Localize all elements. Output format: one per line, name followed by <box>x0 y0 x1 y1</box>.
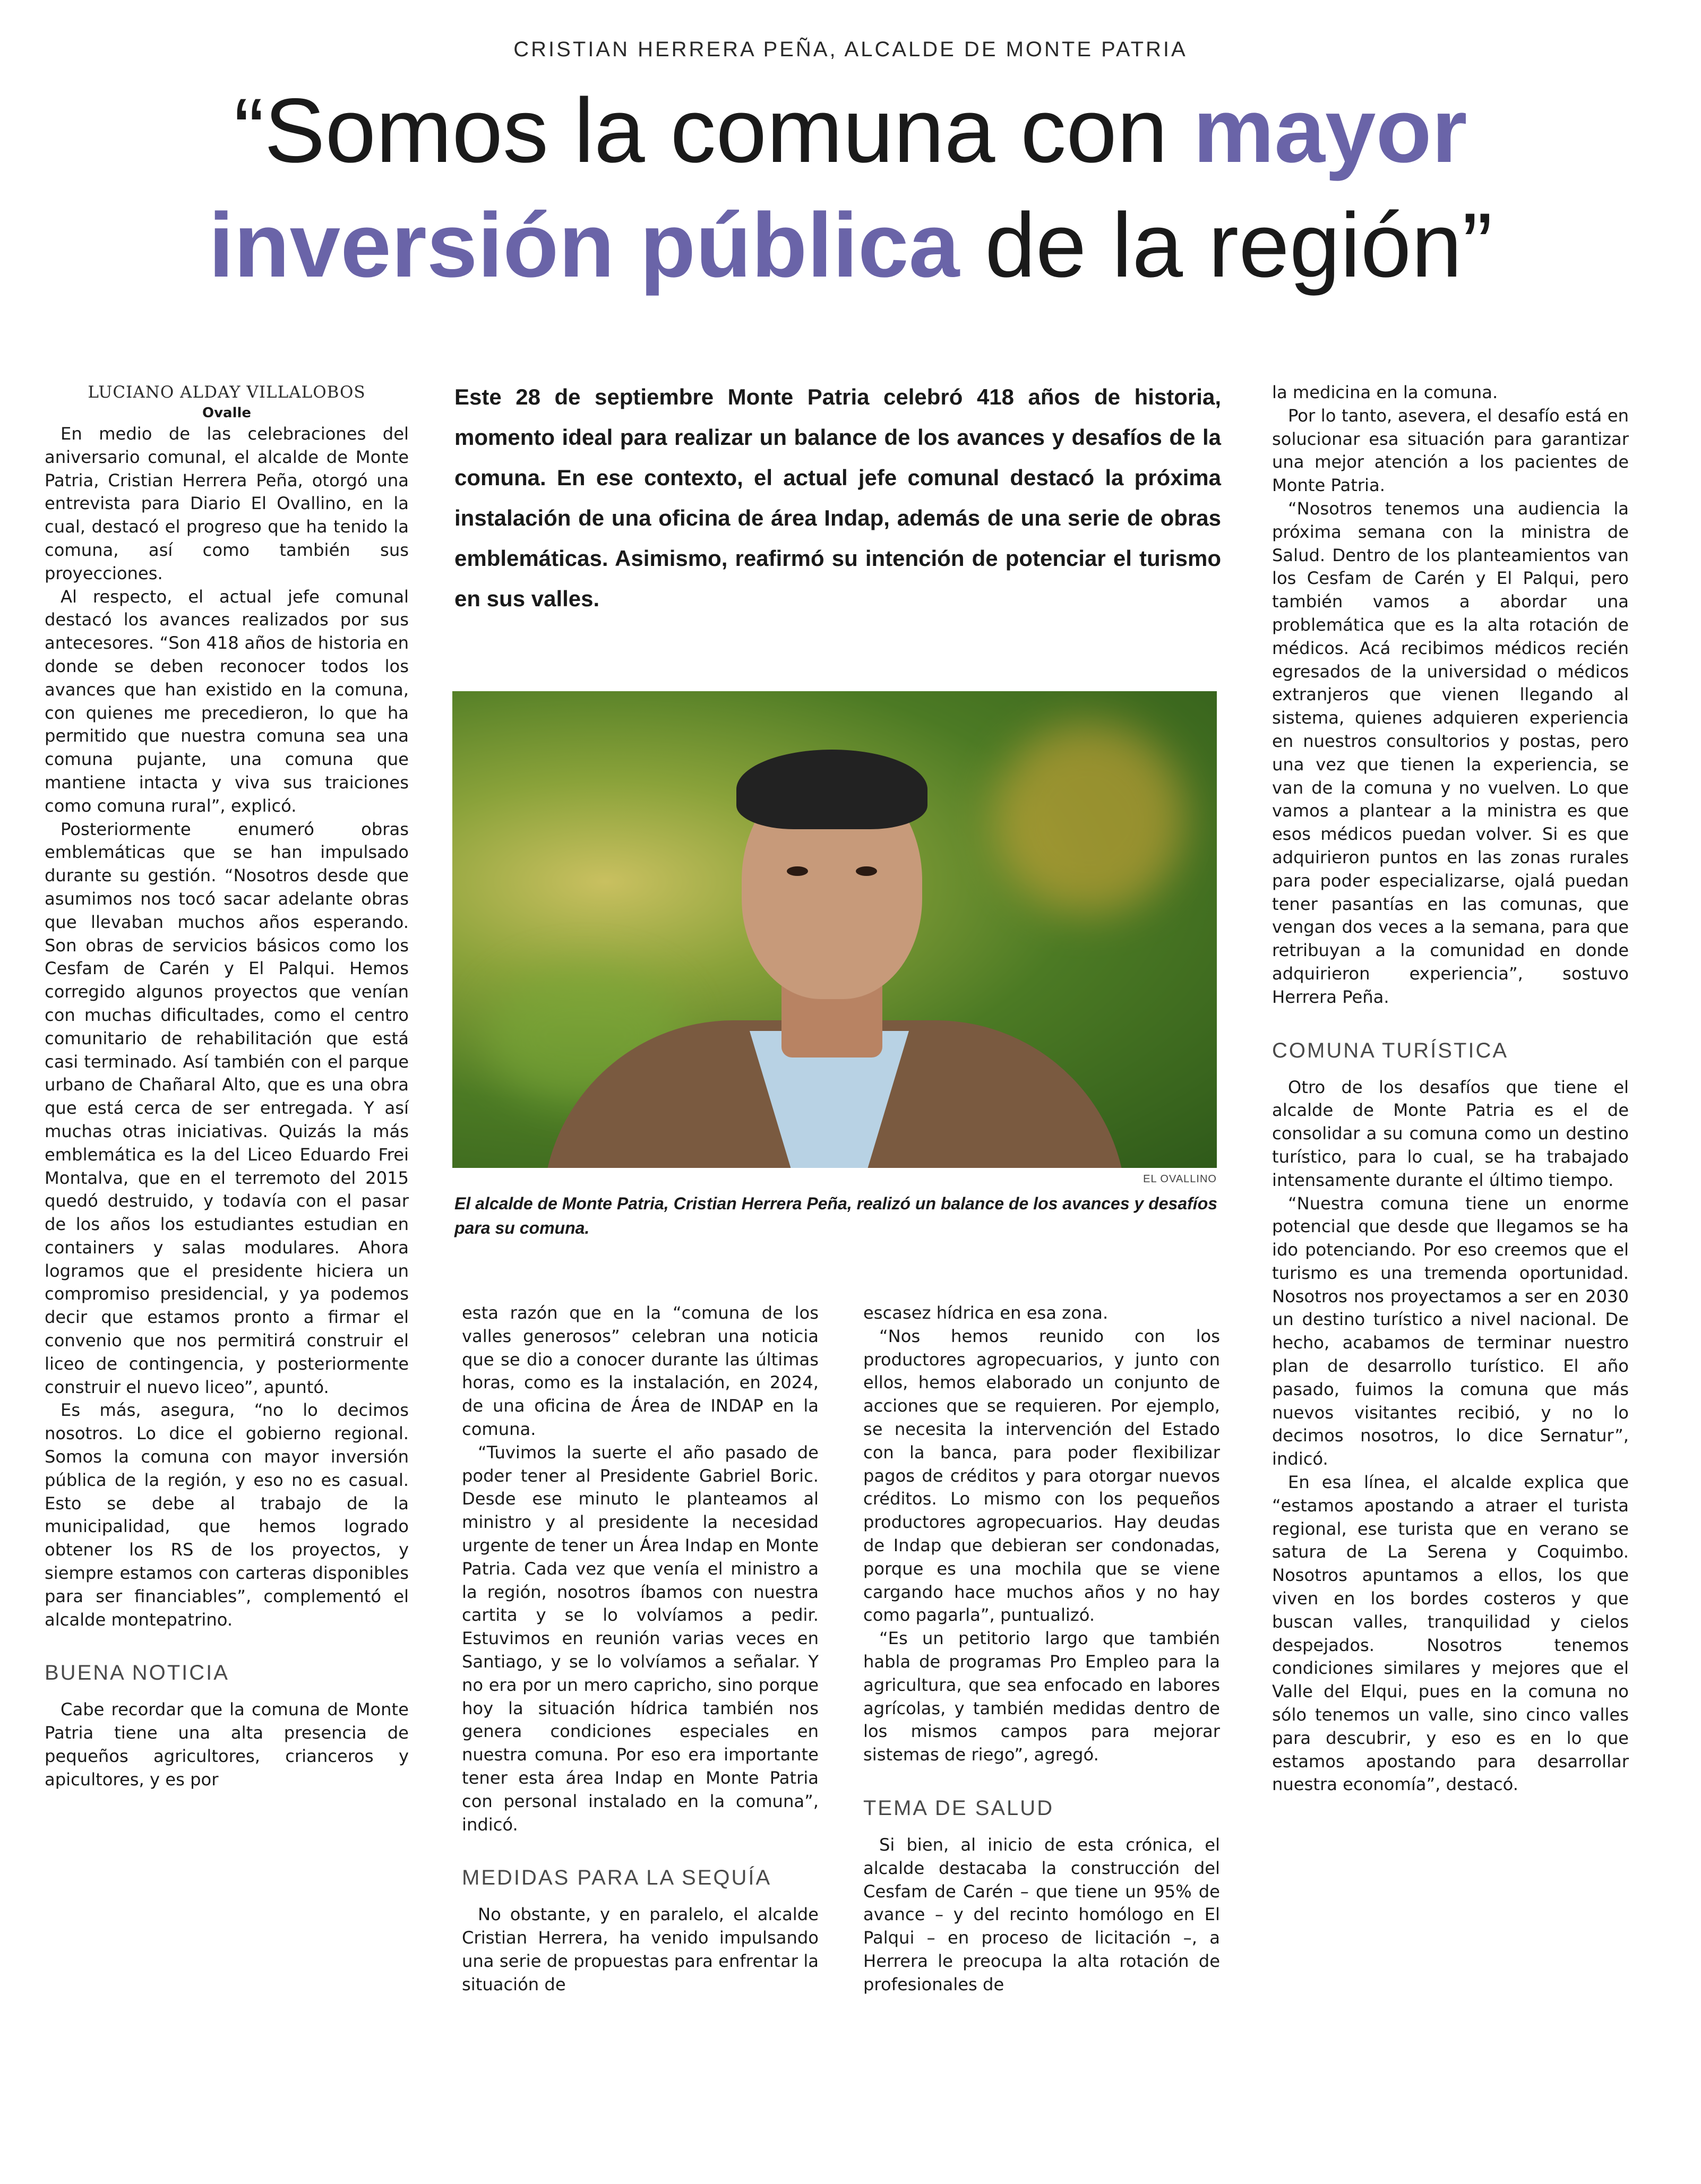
paragraph: “Es un petitorio largo que también habla de programas Pro Empleo para la agricultura, que sea enfocado en labores agrícolas, y también medidas dentro de los mismos campos para mejorar sistemas de riego”, agregó. <box>863 1628 1220 1765</box>
paragraph: “Tuvimos la suerte el año pasado de poder tener al Presidente Gabriel Boric. Desde ese minuto le planteamos al ministro y al presidente la necesidad urgente de tener un Área Indap en Monte Patria. Cada vez que venía el ministro a la región, nosotros íbamos con nuestra cartita y se lo volvíamos a pedir. Estuvimos en reunión varias veces en Santiago, y se lo volvíamos a señalar. Y no era por un mero capricho, sino porque hoy la situación hídrica también nos genera condiciones especiales en nuestra comuna. Por eso era importante tener esta área Indap en Monte Patria con personal instalado en la comuna”, indicó. <box>462 1442 819 1835</box>
photo-credit: EL OVALLINO <box>1143 1173 1217 1185</box>
headline-accent-2: inversión pública <box>208 194 960 296</box>
column-2 <box>462 1302 819 1997</box>
paragraph: “Nuestra comuna tiene un enorme potencial que desde que llegamos se ha ido potenciando. Por eso creemos que el turismo es una tremenda oportunidad. Nosotros nos proyectamos a ser en 2030 un destino turístico a nivel nacional. De hecho, acabamos de terminar nuestro plan de desarrollo turístico. El año pasado, fuimos la comuna que más nuevos visitantes recibió, y no lo decimos nosotros, lo dice Sernatur”, indicó. <box>1272 1193 1629 1469</box>
subhead-buena-noticia: BUENA NOTICIA <box>45 1661 229 1685</box>
headline-part2: de la región” <box>959 194 1493 296</box>
subhead-tema-salud: TEMA DE SALUD <box>863 1796 1054 1820</box>
column-1 <box>45 381 409 1792</box>
paragraph: Posteriormente enumeró obras emblemáticas que se han impulsado durante su gestión. “Nosotros desde que asumimos nos tocó sacar adelante obras que llevaban muchos años esperando. Son obras de servicios básicos como los Cesfam de Carén y El Palqui. Hemos corregido algunos proyectos que venían con muchas dificultades, como el centro comunitario de rehabilitación que está casi terminado. Así también con el parque urbano de Chañaral Alto, que es una obra que está cerca de ser entregada. Y así muchas otras iniciativas. Quizás la más emblemática es la del Liceo Eduardo Frei Montalva, que en el terremoto del 2015 quedó destruido, y todavía con el pasar de los años los estudiantes estudian en containers y salas modulares. Ahora logramos que el presidente hiciera un compromiso presidencial, y ya podemos decir que estamos pronto a firmar el convenio que nos permitirá construir el liceo de contingencia, y posteriormente construir el nuevo liceo”, apuntó. <box>45 819 409 1397</box>
paragraph: Por lo tanto, asevera, el desafío está en solucionar esa situación para garantizar una mejor atención a los pacientes de Monte Patria. <box>1272 405 1629 496</box>
paragraph: Si bien, al inicio de esta crónica, el alcalde destacaba la construcción del Cesfam de Carén – que tiene un 95% de avance – y del recinto homólogo en El Palqui – en proceso de licitación –, a Herrera le preocupa la alta rotación de profesionales de <box>863 1834 1220 1994</box>
paragraph: No obstante, y en paralelo, el alcalde Cristian Herrera, ha venido impulsando una serie de propuestas para enfrentar la situación de <box>462 1904 819 1994</box>
paragraph: la medicina en la comuna. <box>1272 382 1498 402</box>
headline-accent-1: mayor <box>1193 80 1467 182</box>
byline-author: LUCIANO ALDAY VILLALOBOS <box>88 383 366 402</box>
paragraph: esta razón que en la “comuna de los valles generosos” celebran una noticia que se dio a conocer durante las últimas horas, como es la instalación, en 2024, de una oficina de Área de INDAP en la comuna. <box>462 1303 819 1439</box>
headline-part1: “Somos la comuna con <box>234 80 1193 182</box>
column-4 <box>1272 381 1629 1796</box>
paragraph: “Nosotros tenemos una audiencia la próxima semana con la ministra de Salud. Dentro de los planteamientos van los Cesfam de Carén y El Palqui, pero también vamos a abordar una problemática que es la alta rotación de médicos. Acá recibimos médicos recién egresados de la universidad o médicos extranjeros que vienen llegando al sistema, quienes adquieren experiencia en nuestros consultorios y postas, pero una vez que tienen la experiencia, se van de la comuna y no vuelven. Lo que vamos a plantear a la ministra es que esos médicos puedan volver. Si es que adquirieron puntos en las zonas rurales para poder especializarse, ojalá puedan tener pasantías en las comunas, que vengan dos veces a la semana, para que retribuyan a la comunidad en donde adquirieron experiencia”, sostuvo Herrera Peña. <box>1272 498 1629 1007</box>
photo-caption: El alcalde de Monte Patria, Cristian Herrera Peña, realizó un balance de los avances y desafíos para su comuna. <box>454 1194 1218 1237</box>
byline-place: Ovalle <box>202 405 252 421</box>
lead-paragraph: Este 28 de septiembre Monte Patria celebró 418 años de historia, momento ideal para realizar un balance de los avances y desafíos de la comuna. En ese contexto, el actual jefe comunal destacó la próxima instalación de una oficina de área Indap, además de una serie de obras emblemáticas. Asimismo, reafirmó su intención de potenciar el turismo en sus valles. <box>454 384 1221 611</box>
paragraph: En esa línea, el alcalde explica que “estamos apostando a atraer el turista regional, ese turista que en verano se satura de La Serena y Coquimbo. Nosotros apuntamos a ellos, los que viven en los bordes costeros y que buscan valles, tranquilidad y cielos despejados. Nosotros tenemos condiciones similares y mejores que el Valle del Elqui, pues en la comuna no sólo tenemos un valle, sino cinco valles para descubrir, y eso es en lo que estamos apostando para desarrollar nuestra economía”, destacó. <box>1272 1472 1629 1795</box>
headline <box>53 73 1648 303</box>
paragraph: escasez hídrica en esa zona. <box>863 1303 1109 1323</box>
subhead-medidas-sequia: MEDIDAS PARA LA SEQUÍA <box>462 1866 772 1890</box>
subhead-comuna-turistica: COMUNA TURÍSTICA <box>1272 1038 1509 1062</box>
mayor-portrait-photo <box>452 691 1217 1168</box>
paragraph: Es más, asegura, “no lo decimos nosotros. Lo dice el gobierno regional. Somos la comuna con mayor inversión pública de la región, y eso no es casual. Esto se debe al trabajo de la municipalidad, que hemos logrado obtener los RS de los proyectos, y siempre estamos con carteras disponibles para ser financiables”, complementó el alcalde montepatrino. <box>45 1400 409 1630</box>
column-3 <box>863 1302 1220 1997</box>
paragraph: “Nos hemos reunido con los productores agropecuarios, y junto con ellos, hemos elaborado un conjunto de acciones que se requieren. Por ejemplo, se necesita la intervención del Estado con la banca, para poder flexibilizar pagos de créditos y para otorgar nuevos créditos. Lo mismo con los pequeños productores agropecuarios. Hay deudas de Indap que debieran ser condonadas, porque es una mochila que se viene cargando hace muchos años y no hay como pagarla”, puntualizó. <box>863 1326 1220 1626</box>
paragraph: Al respecto, el actual jefe comunal destacó los avances realizados por sus antecesores. “Son 418 años de historia en donde se deben reconocer todos los avances que han existido en la comuna, con quienes me precedieron, lo que ha permitido que nuestra comuna sea una comuna pujante, una comuna que mantiene intacta y viva sus traiciones como comuna rural”, explicó. <box>45 586 409 816</box>
paragraph: En medio de las celebraciones del aniversario comunal, el alcalde de Monte Patria, Cristian Herrera Peña, otorgó una entrevista para Diario El Ovallino, en la cual, destacó el progreso que ha tenido la comuna, así como también sus proyecciones. <box>45 424 409 583</box>
kicker: CRISTIAN HERRERA PEÑA, ALCALDE DE MONTE PATRIA <box>513 38 1188 61</box>
paragraph: Otro de los desafíos que tiene el alcalde de Monte Patria es el de consolidar a su comuna como un destino turístico, para lo cual, se ha trabajado intensamente durante el último tiempo. <box>1272 1077 1629 1190</box>
paragraph: Cabe recordar que la comuna de Monte Patria tiene una alta presencia de pequeños agricultores, crianceros y apicultores, y es por <box>45 1699 409 1790</box>
